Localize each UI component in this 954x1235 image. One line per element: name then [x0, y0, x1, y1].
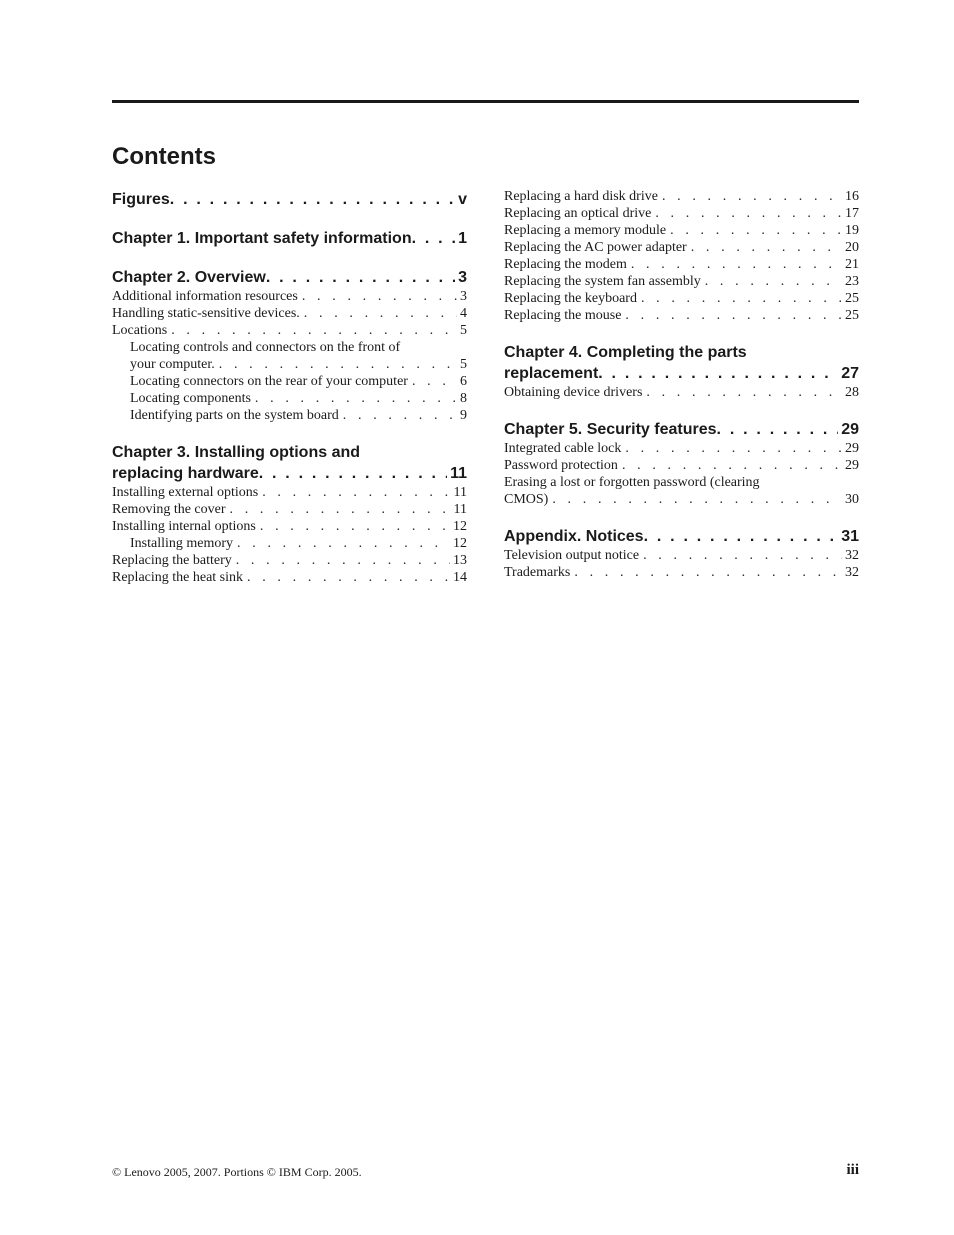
toc-entry-title: Obtaining device drivers [504, 385, 643, 400]
toc-entry-line [504, 256, 859, 273]
toc-entry-page-number: 3 [460, 289, 467, 304]
toc-chapter [504, 525, 859, 581]
toc-entry-title: Replacing a memory module [504, 223, 667, 238]
toc-entry-line [504, 440, 859, 457]
chapter-heading-line [504, 363, 859, 384]
toc-entry-line [112, 484, 467, 501]
dot-leader [256, 518, 450, 535]
toc-entry-page-number: 25 [845, 308, 859, 323]
toc-entry-page-number: 16 [845, 189, 859, 204]
toc-entry-line [504, 457, 859, 474]
toc-entry[interactable] [112, 305, 467, 322]
toc-entry-page-number: 19 [845, 223, 859, 238]
dot-leader [233, 535, 450, 552]
chapter-heading[interactable] [504, 525, 859, 547]
toc-entry[interactable] [112, 407, 467, 424]
toc-entry-title: Trademarks [504, 565, 571, 580]
toc-entry-line [504, 222, 859, 239]
dot-leader [167, 322, 457, 339]
dot-leader [627, 256, 842, 273]
toc-entry-line [504, 564, 859, 581]
toc-entry[interactable] [504, 457, 859, 474]
toc-entry-line [130, 390, 467, 407]
chapter-title: replacing hardware [112, 465, 259, 482]
toc-entry-page-number: 29 [845, 441, 859, 456]
toc-entry-page-number: 14 [453, 570, 467, 585]
dot-leader [687, 239, 842, 256]
toc-entry[interactable] [112, 535, 467, 552]
dot-leader [412, 228, 456, 249]
chapter-heading-line [112, 267, 467, 288]
toc-entry[interactable] [112, 518, 467, 535]
toc-entry-title: Handling static-sensitive devices. [112, 306, 300, 321]
chapter-heading-line [504, 419, 859, 440]
toc-entry-title: your computer. [130, 357, 215, 372]
toc-entry-page-number: 32 [845, 548, 859, 563]
toc-entry-title: CMOS) [504, 492, 549, 507]
copyright-footer: © Lenovo 2005, 2007. Portions © IBM Corp. 2005. [112, 1165, 362, 1179]
toc-entry[interactable] [112, 569, 467, 586]
toc-entry-page-number: 12 [453, 519, 467, 534]
toc-entry-line [112, 288, 467, 305]
chapter-title: Chapter 2. Overview [112, 269, 266, 286]
toc-entry-title: Removing the cover [112, 502, 226, 517]
page-number: iii [846, 1162, 859, 1178]
toc-entry-page-number: 23 [845, 274, 859, 289]
dot-leader [215, 356, 457, 373]
toc-entry-title: Password protection [504, 458, 618, 473]
dot-leader [251, 390, 457, 407]
toc-entry[interactable] [112, 322, 467, 339]
toc-entry-page-number: 5 [460, 323, 467, 338]
toc-entry[interactable] [504, 256, 859, 273]
toc-column-right [504, 188, 859, 581]
toc-entry-title: Replacing the heat sink [112, 570, 244, 585]
toc-chapter [112, 441, 467, 586]
toc-entry-title: Integrated cable lock [504, 441, 622, 456]
toc-entry-line [504, 307, 859, 324]
chapter-heading-line [504, 526, 859, 547]
toc-entry[interactable] [504, 239, 859, 256]
dot-leader [570, 564, 842, 581]
toc-entry-line [504, 273, 859, 290]
chapter-heading[interactable] [112, 266, 467, 288]
top-rule [112, 100, 859, 103]
toc-entry-page-number: 30 [845, 492, 859, 507]
toc-entry-title: Replacing the AC power adapter [504, 240, 687, 255]
chapter-title: Figures [112, 191, 170, 208]
toc-entry-page-number: 5 [460, 357, 467, 372]
toc-entry-title: Additional information resources [112, 289, 298, 304]
dot-leader [621, 307, 842, 324]
dot-leader [258, 484, 450, 501]
toc-entry-title: Installing memory [130, 536, 234, 551]
dot-leader [226, 501, 451, 518]
chapter-page-number: 11 [450, 465, 467, 482]
toc-entry-title: Replacing the keyboard [504, 291, 637, 306]
dot-leader [666, 222, 842, 239]
chapter-title: Appendix. Notices [504, 528, 644, 545]
dot-leader [637, 290, 842, 307]
toc-entry[interactable] [504, 222, 859, 239]
dot-leader [644, 526, 839, 547]
toc-entry-line [504, 384, 859, 401]
toc-entry-line [504, 547, 859, 564]
toc-entry-page-number: 9 [460, 408, 467, 423]
chapter-page-number: 29 [841, 421, 859, 438]
toc-entry-title: Locating components [130, 391, 251, 406]
chapter-page-number: 1 [458, 230, 467, 247]
dot-leader [717, 419, 839, 440]
toc-entry-first-line: Locating controls and connectors on the front of [130, 340, 401, 355]
toc-entry-page-number: 13 [453, 553, 467, 568]
toc-entry-page-number: 6 [460, 374, 467, 389]
dot-leader [339, 407, 457, 424]
dot-leader [598, 363, 838, 384]
chapter-page-number: 31 [841, 528, 859, 545]
toc-entry-page-number: 11 [453, 485, 467, 500]
chapter-heading-line: Chapter 4. Completing the parts [504, 344, 747, 361]
toc-entry-title: Replacing an optical drive [504, 206, 652, 221]
toc-entry-line [130, 356, 467, 373]
toc-entry[interactable] [112, 484, 467, 501]
chapter-title: Chapter 5. Security features [504, 421, 717, 438]
toc-entry-page-number: 17 [845, 206, 859, 221]
toc-entry-line [112, 305, 467, 322]
toc-entry-line [130, 373, 467, 390]
toc-entry[interactable] [504, 547, 859, 564]
toc-entry-line [504, 239, 859, 256]
chapter-page-number: 27 [841, 365, 859, 382]
toc-chapter [112, 266, 467, 424]
toc-entry[interactable] [504, 307, 859, 324]
toc-chapter [504, 418, 859, 508]
chapter-heading-line [112, 228, 467, 249]
dot-leader [266, 267, 455, 288]
toc-entry-line [130, 407, 467, 424]
toc-entry[interactable] [504, 205, 859, 222]
toc-entry-title: Installing external options [112, 485, 259, 500]
toc-entry[interactable] [504, 474, 859, 508]
toc-entry-page-number: 4 [460, 306, 467, 321]
toc-entry-page-number: 8 [460, 391, 467, 406]
dot-leader [300, 305, 457, 322]
toc-entry-page-number: 29 [845, 458, 859, 473]
dot-leader [621, 440, 842, 457]
chapter-heading[interactable] [112, 188, 467, 210]
toc-column-left [112, 188, 467, 586]
toc-entry-line [112, 552, 467, 569]
chapter-page-number: v [458, 191, 467, 208]
toc-entry-title: Replacing the modem [504, 257, 627, 272]
toc-entry-page-number: 21 [845, 257, 859, 272]
dot-leader [658, 188, 842, 205]
page-title: Contents [112, 143, 216, 170]
dot-leader [701, 273, 842, 290]
toc-entry-first-line: Erasing a lost or forgotten password (clearing [504, 475, 760, 490]
toc-entry-page-number: 32 [845, 565, 859, 580]
toc-entry-title: Identifying parts on the system board [130, 408, 339, 423]
toc-entry-line [504, 205, 859, 222]
toc-entry[interactable] [504, 564, 859, 581]
dot-leader [642, 384, 842, 401]
dot-leader [170, 189, 455, 210]
dot-leader [548, 491, 842, 508]
toc-entry-line [112, 501, 467, 518]
dot-leader [639, 547, 842, 564]
chapter-heading[interactable] [504, 418, 859, 440]
toc-entry[interactable] [112, 501, 467, 518]
chapter-heading-line [112, 463, 467, 484]
toc-entry-line [504, 290, 859, 307]
chapter-heading[interactable] [112, 441, 467, 484]
toc-entry-page-number: 28 [845, 385, 859, 400]
chapter-page-number: 3 [458, 269, 467, 286]
toc-entry-line [504, 188, 859, 205]
toc-entry-title: Replacing a hard disk drive [504, 189, 658, 204]
toc-entry[interactable] [504, 290, 859, 307]
chapter-title: Chapter 1. Important safety information [112, 230, 412, 247]
toc-entry-title: Locations [112, 323, 168, 338]
dot-leader [259, 463, 447, 484]
toc-entry[interactable] [504, 188, 859, 205]
toc-entry-page-number: 20 [845, 240, 859, 255]
toc-chapter [504, 341, 859, 401]
toc-chapter [112, 188, 467, 210]
toc-entry[interactable] [112, 552, 467, 569]
toc-chapter [504, 188, 859, 324]
chapter-heading[interactable] [504, 341, 859, 384]
chapter-heading-line: Chapter 3. Installing options and [112, 444, 361, 461]
toc-entry-page-number: 25 [845, 291, 859, 306]
toc-entry-line [112, 322, 467, 339]
dot-leader [232, 552, 450, 569]
toc-entry-title: Locating connectors on the rear of your computer [130, 374, 408, 389]
toc-chapter [112, 227, 467, 249]
toc-entry-page-number: 11 [453, 502, 467, 517]
toc-entry-title: Television output notice [504, 548, 640, 563]
dot-leader [651, 205, 842, 222]
chapter-heading[interactable] [112, 227, 467, 249]
toc-entry-page-number: 12 [453, 536, 467, 551]
toc-entry[interactable] [112, 288, 467, 305]
dot-leader [243, 569, 450, 586]
chapter-title: replacement [504, 365, 599, 382]
toc-entry-title: Replacing the system fan assembly [504, 274, 701, 289]
toc-entry-line [112, 569, 467, 586]
toc-entry-title: Replacing the battery [112, 553, 232, 568]
dot-leader [408, 373, 457, 390]
toc-entry-title: Installing internal options [112, 519, 256, 534]
toc-entry[interactable] [112, 390, 467, 407]
toc-entry[interactable] [504, 273, 859, 290]
toc-entry-line [504, 491, 859, 508]
toc-entry[interactable] [504, 440, 859, 457]
toc-entry-line [112, 518, 467, 535]
chapter-heading-line [112, 189, 467, 210]
dot-leader [298, 288, 457, 305]
toc-entry[interactable] [112, 339, 467, 373]
dot-leader [618, 457, 842, 474]
toc-entry[interactable] [504, 384, 859, 401]
toc-entry-title: Replacing the mouse [504, 308, 622, 323]
toc-entry-line [130, 535, 467, 552]
toc-entry[interactable] [112, 373, 467, 390]
